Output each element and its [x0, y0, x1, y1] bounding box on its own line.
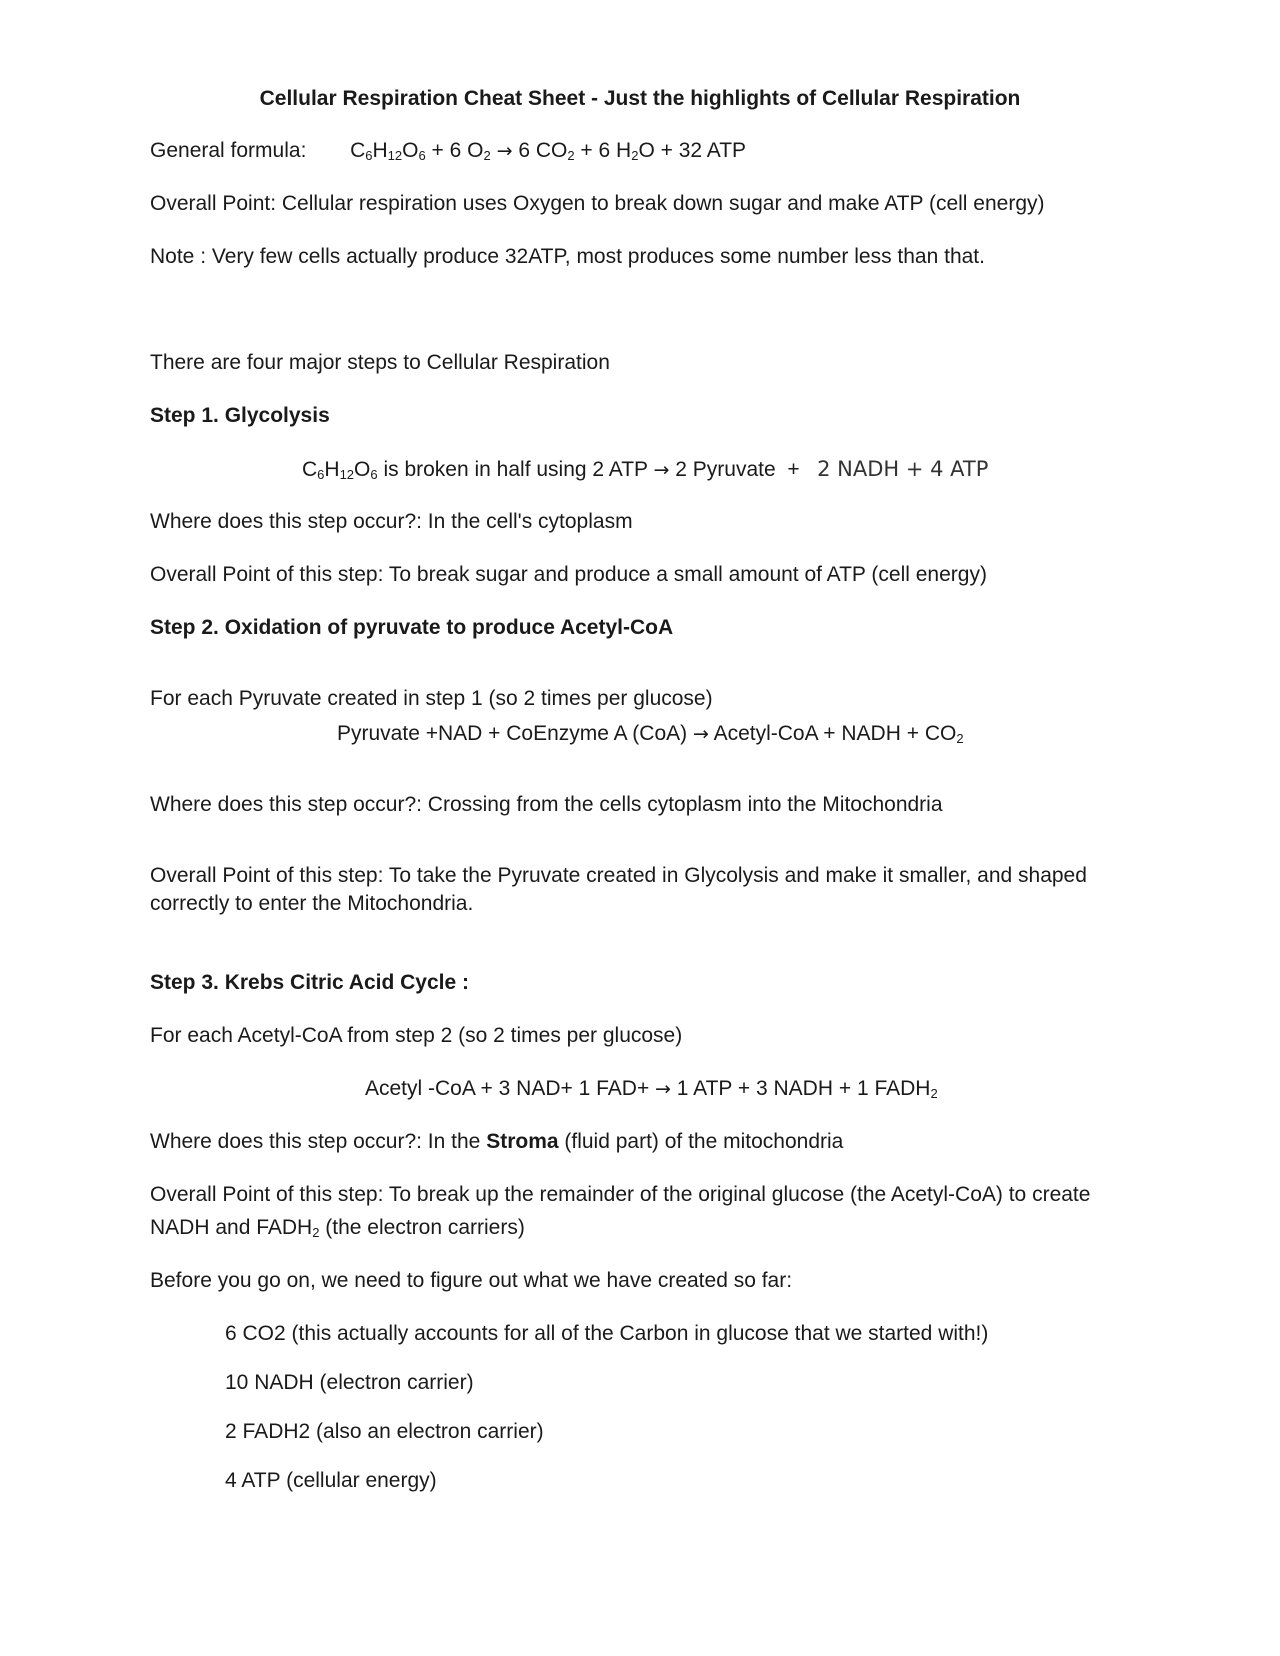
step2-where-text: Where does this step occur?: Crossing from the cells cytoplasm into the Mitochondria — [150, 793, 943, 816]
summary-item-atp: 4 ATP (cellular energy) — [225, 1469, 437, 1492]
general-formula-equation: $C_6H_{12}O_6 + 6$ $O_2 \to 6$ $CO_2 + 6$ $H_2O + 32$ ATP — [350, 139, 747, 163]
general-formula-label: General formula: — [150, 139, 307, 162]
step1-heading: Step 1. Glycolysis — [150, 404, 330, 427]
step3-point-line2: NADH and $FADH_2$ (the electron carriers) — [150, 1216, 525, 1240]
step2-equation: Pyruvate +NAD + CoEnzyme A (CoA) → Acetyl-CoA + NADH + $CO_2$ — [337, 722, 964, 746]
step2-heading: Step 2. Oxidation of pyruvate to produce Acetyl-CoA — [150, 616, 674, 639]
note-text: Note : Very few cells actually produce 32ATP, most produces some number less than that. — [150, 245, 985, 268]
arrow-icon: → — [653, 459, 670, 481]
summary-item-co2: 6 CO2 (this actually accounts for all of the Carbon in glucose that we started with!) — [225, 1322, 989, 1345]
step1-point-text: Overall Point of this step: To break sugar and produce a small amount of ATP (cell energy) — [150, 563, 987, 586]
step3-heading: Step 3. Krebs Citric Acid Cycle : — [150, 971, 469, 994]
step1-equation: $C_6H_{12}O_6$ is broken in half using 2 ATP → 2 Pyruvate + 2 NADH + 4 ATP — [302, 457, 989, 482]
step3-where-text: Where does this step occur?: In the Stroma (fluid part) of the mitochondria — [150, 1130, 844, 1153]
overall-point-text: Overall Point: Cellular respiration uses Oxygen to break down sugar and make ATP (cell energy) — [150, 192, 1045, 215]
arrow-icon: → — [692, 723, 709, 745]
step1-where-text: Where does this step occur?: In the cell's cytoplasm — [150, 510, 633, 533]
summary-intro-text: Before you go on, we need to figure out what we have created so far: — [150, 1269, 793, 1292]
step3-point-line1: Overall Point of this step: To break up the remainder of the original glucose (the Acetyl-CoA) to create — [150, 1183, 1091, 1206]
arrow-icon: → — [655, 1078, 671, 1100]
page-title: Cellular Respiration Cheat Sheet - Just the highlights of Cellular Respiration — [259, 87, 1021, 110]
arrow-icon: → — [496, 140, 513, 162]
step2-point-line1: Overall Point of this step: To take the Pyruvate created in Glycolysis and make it smaller, and shaped — [150, 864, 1087, 887]
step3-for-each-text: For each Acetyl-CoA from step 2 (so 2 times per glucose) — [150, 1024, 683, 1047]
stroma-term: Stroma — [486, 1130, 559, 1153]
summary-item-fadh2: 2 FADH2 (also an electron carrier) — [225, 1420, 544, 1443]
four-steps-text: There are four major steps to Cellular Respiration — [150, 351, 610, 374]
general-formula-line — [150, 137, 746, 165]
step2-point-line2: correctly to enter the Mitochondria. — [150, 892, 474, 915]
step3-equation: Acetyl -CoA + 3 NAD+ 1 FAD+ → 1 ATP + 3 NADH + 1 $FADH_2$ — [365, 1077, 938, 1101]
step2-for-each-text: For each Pyruvate created in step 1 (so 2 times per glucose) — [150, 687, 713, 710]
summary-item-nadh: 10 NADH (electron carrier) — [225, 1371, 474, 1394]
